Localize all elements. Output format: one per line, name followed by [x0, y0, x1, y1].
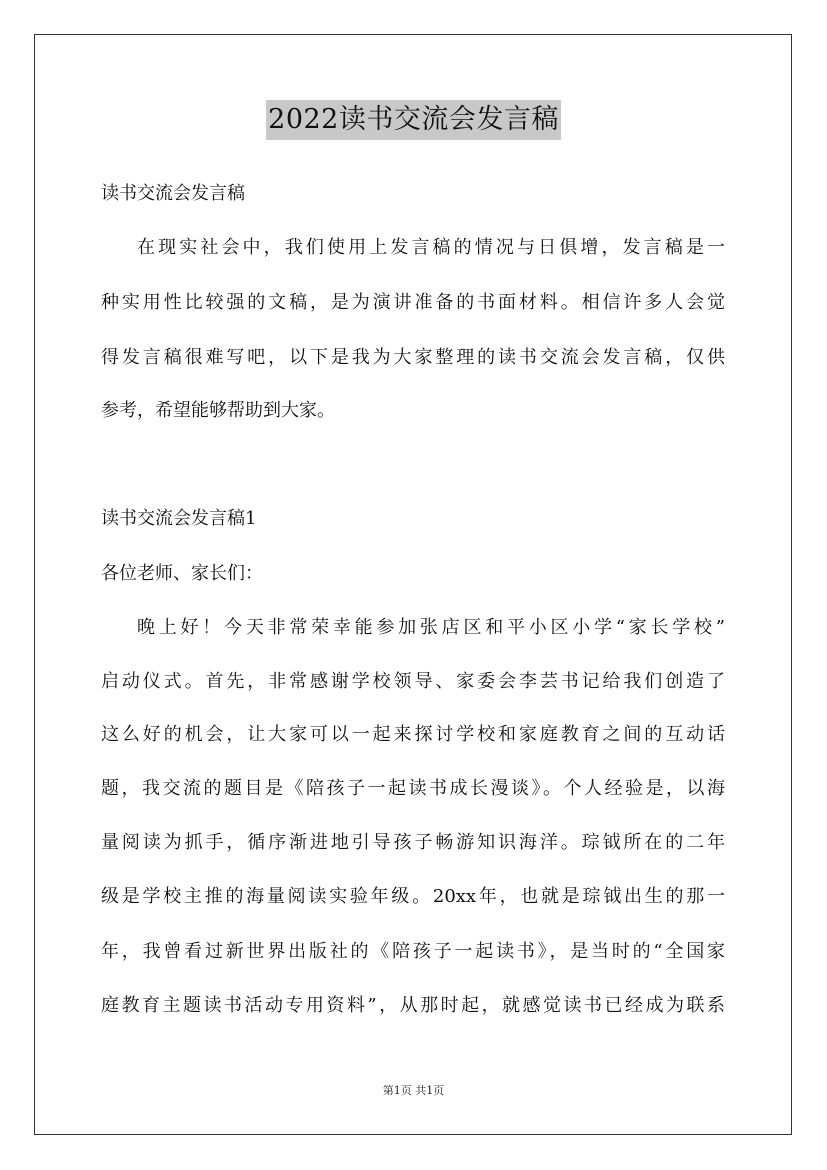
body-line: 庭教育主题读书活动专用资料”，从那时起，就感觉读书已经成为联系 [101, 995, 725, 1016]
intro-line: 种实用性比较强的文稿，是为演讲准备的书面材料。相信许多人会觉 [101, 292, 725, 313]
intro-line: 在现实社会中，我们使用上发言稿的情况与日俱增，发言稿是一 [137, 237, 725, 258]
body-line: 级是学校主推的海量阅读实验年级。20xx年，也就是琮钺出生的那一 [101, 886, 725, 907]
intro-line: 得发言稿很难写吧，以下是我为大家整理的读书交流会发言稿，仅供 [101, 347, 725, 368]
body-line: 题，我交流的题目是《陪孩子一起读书成长漫谈》。个人经验是，以海 [101, 778, 725, 799]
document-subtitle: 读书交流会发言稿 [101, 183, 245, 204]
body-line: 启动仪式。首先，非常感谢学校领导、家委会李芸书记给我们创造了 [101, 671, 725, 692]
title-container [0, 100, 827, 140]
section-heading: 读书交流会发言稿1 [101, 508, 257, 529]
page-footer: 第1页 共1页 [382, 1084, 445, 1097]
intro-line: 参考，希望能够帮助到大家。 [101, 400, 335, 421]
body-line: 年，我曾看过新世界出版社的《陪孩子一起读书》，是当时的“全国家 [101, 941, 725, 962]
body-line: 这么好的机会，让大家可以一起来探讨学校和家庭教育之间的互动话 [101, 724, 725, 745]
body-line: 晚上好！今天非常荣幸能参加张店区和平小区小学“家长学校” [137, 617, 725, 638]
body-line: 量阅读为抓手，循序渐进地引导孩子畅游知识海洋。琮钺所在的二年 [101, 832, 725, 853]
salutation: 各位老师、家长们： [101, 563, 263, 584]
document-title: 2022读书交流会发言稿 [266, 100, 561, 140]
